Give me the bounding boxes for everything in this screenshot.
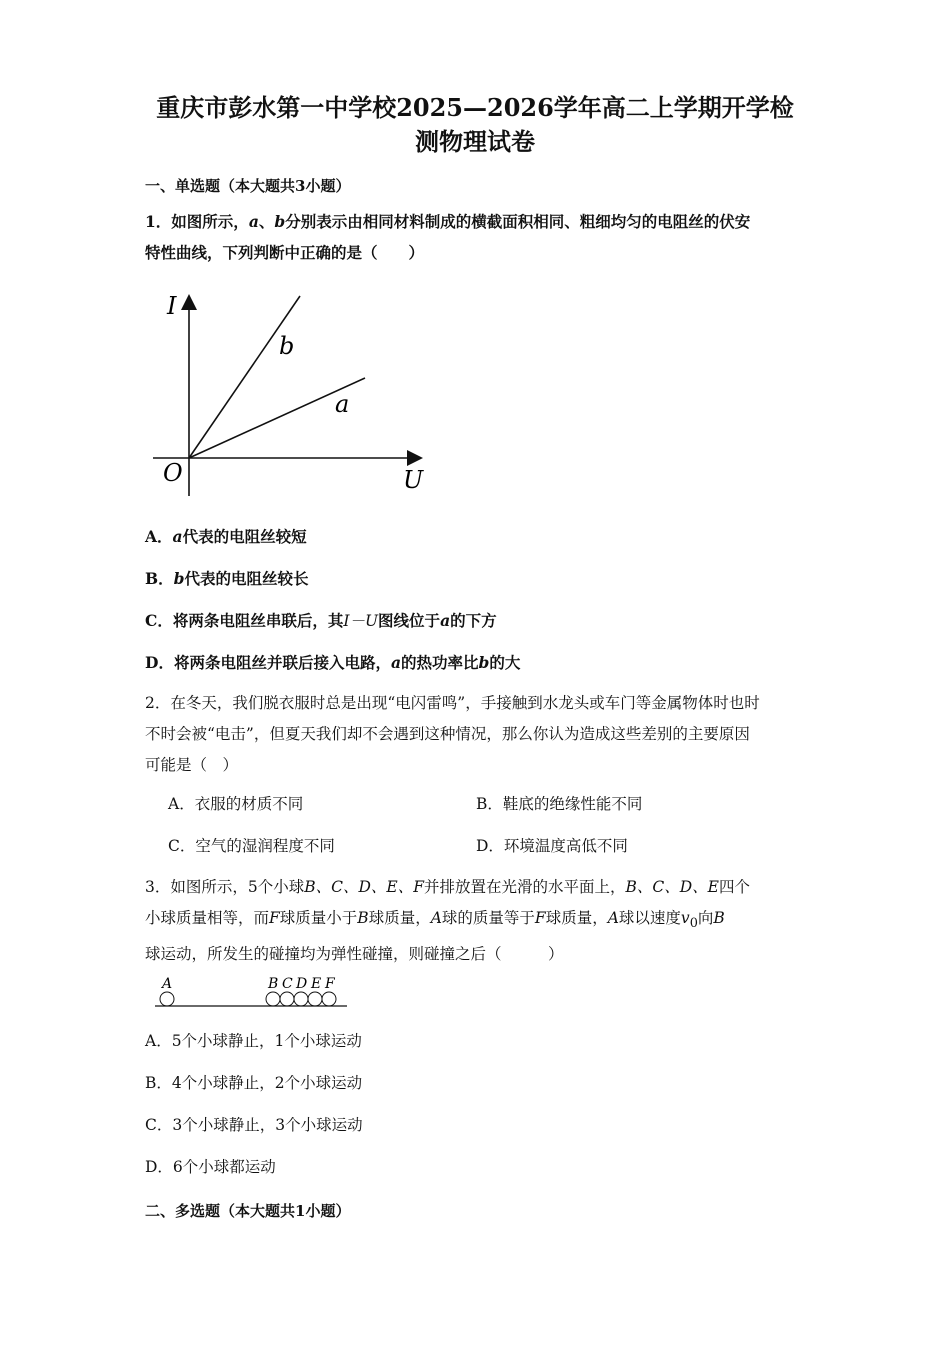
line-a-label: a [335,390,350,418]
q2-option-c[interactable]: C．空气的湿润程度不同 [168,837,335,855]
question-2-line1: 2．在冬天，我们脱衣服时总是出现“电闪雷鸣”，手接触到水龙头或车门等金属物体时也时 [145,694,760,712]
ball-e [308,992,322,1006]
question-3-line2: 小球质量相等，而F球质量小于B球质量，A球的质量等于F球质量，A球以速度$v_0$向B [145,909,725,932]
q2-option-a[interactable]: A．衣服的材质不同 [168,795,304,813]
q1-option-c[interactable]: C．将两条电阻丝串联后，其I－U图线位于a的下方 [145,611,497,630]
origin-label: O [163,459,183,487]
ball-d-label: D [296,976,308,992]
balls-figure [145,972,355,1012]
question-1-line2: 特性曲线，下列判断中正确的是（ ） [145,243,425,262]
question-3 [145,872,807,970]
question-3-line3: 球运动，所发生的碰撞均为弹性碰撞，则碰撞之后（ ） [145,945,564,964]
ball-f [322,992,336,1006]
question-1 [145,206,807,268]
question-2-line3: 可能是（ ） [145,756,239,774]
q3-option-a[interactable]: A．5个小球静止，1个小球运动 [145,1032,362,1050]
line-b-label: b [279,332,295,360]
q3-option-d[interactable]: D．6个小球都运动 [145,1158,276,1176]
ball-a [160,992,174,1006]
ball-f-label: F [325,976,335,992]
question-2-line2: 不时会被“电击”，但夏天我们却不会遇到这种情况，那么你认为造成这些差别的主要原因 [145,725,750,743]
question-2 [145,688,807,781]
q3-option-b[interactable]: B．4个小球静止，2个小球运动 [145,1074,363,1092]
q1-option-d[interactable]: D．将两条电阻丝并联后接入电路，a的热功率比b的大 [145,653,521,672]
q3-option-c[interactable]: C．3个小球静止，3个小球运动 [145,1116,363,1134]
q1-option-b[interactable]: B．b代表的电阻丝较长 [145,569,309,588]
section-heading-multi-choice: 二、多选题（本大题共1小题） [145,1202,351,1220]
question-1-line1: 1．如图所示，a、b分别表示由相同材料制成的横截面积相同、粗细均匀的电阻丝的伏安 [145,212,751,231]
iu-graph [145,288,435,503]
q2-option-b[interactable]: B．鞋底的绝缘性能不同 [476,795,643,813]
ball-d [294,992,308,1006]
q2-option-d[interactable]: D．环境温度高低不同 [476,837,628,855]
q1-option-a[interactable]: A．a代表的电阻丝较短 [145,527,307,546]
line-b [189,296,300,458]
section-heading-single-choice: 一、单选题（本大题共3小题） [145,177,351,195]
ball-b-label: B [268,976,279,992]
ball-a-label: A [162,976,173,992]
page-title-line2: 测物理试卷 [415,127,535,156]
x-axis-label: U [403,466,424,494]
y-axis-label: I [167,292,177,320]
page-title-line1: 重庆市彭水第一中学校2025—2026学年高二上学期开学检 [156,93,794,122]
ball-b [266,992,280,1006]
ball-c-label: C [282,976,293,992]
question-3-line1: 3．如图所示，5个小球B、C、D、E、F并排放置在光滑的水平面上，B、C、D、E四个 [145,878,751,896]
ball-c [280,992,294,1006]
ball-e-label: E [311,976,322,992]
